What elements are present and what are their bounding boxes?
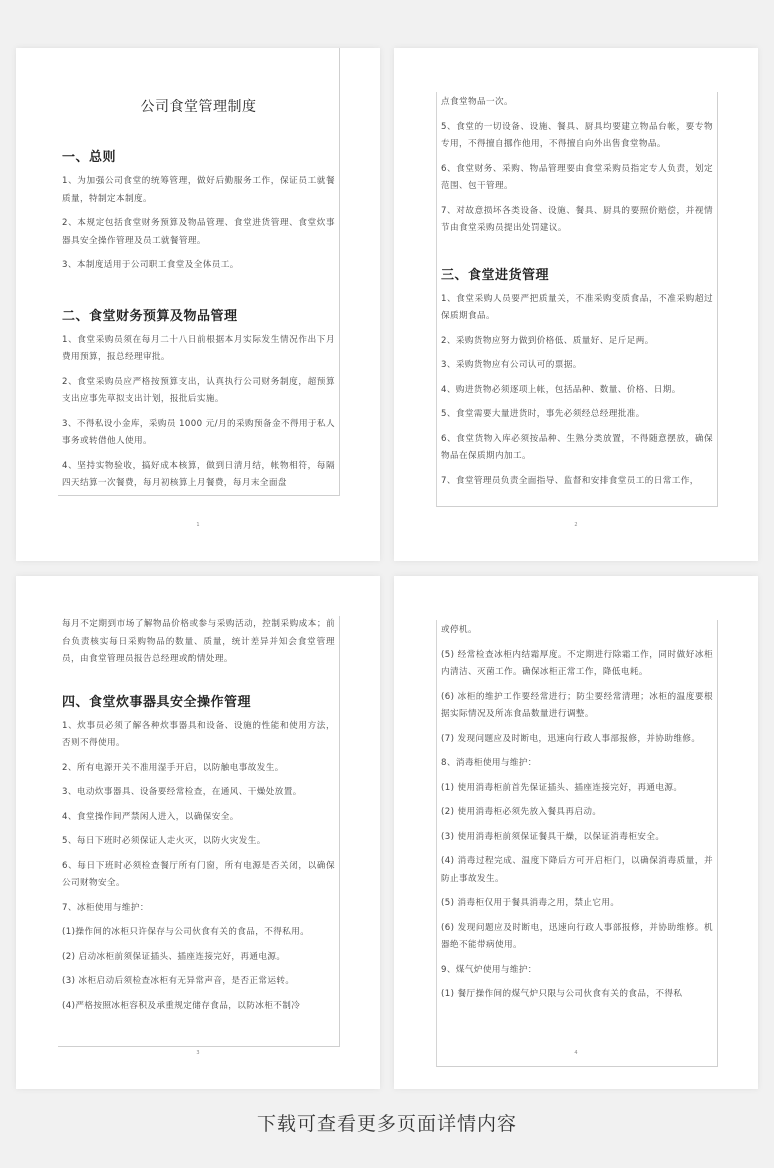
- page-number: 1: [196, 522, 200, 528]
- page-3-content: [58, 616, 340, 1047]
- paragraph: 2、食堂采购员应严格按预算支出，认真执行公司财务制度，超预算支出应事先草拟支出计划，报批后实施。: [62, 376, 335, 404]
- paragraph: 3、电动炊事器具、设备要经常检查，在通风、干燥处放置。: [62, 787, 302, 797]
- download-more-caption: 下载可查看更多页面详情内容: [256, 1113, 517, 1135]
- document-page-2: [394, 48, 758, 561]
- paragraph: (2) 启动冰柜前须保证插头、插座连接完好，再通电源。: [62, 951, 286, 962]
- paragraph: 1、食堂采购人员要严把质量关，不准采购变质食品，不准采购超过保质期食品。: [441, 293, 713, 321]
- paragraph: 8、消毒柜使用与维护：: [441, 758, 537, 768]
- paragraph: (4)严格按照冰柜容积及承重规定储存食品，以防冰柜不制冷: [62, 1000, 301, 1011]
- paragraph: 5、每日下班时必须保证人走火灭，以防火灾发生。: [62, 836, 266, 846]
- paragraph: 每月不定期到市场了解物品价格或参与采购活动，控制采购成本；前台负责核实每日采购物品的数量、质量，统计差异并知会食堂管理员，由食堂管理员报告总经理或酌情处理。: [62, 619, 335, 664]
- document-page-1: [16, 48, 380, 561]
- section-heading-purchasing: 三、食堂进货管理: [441, 267, 550, 283]
- paragraph: 5、食堂需要大量进货时，事先必须经总经理批准。: [441, 409, 645, 419]
- paragraph: 7、冰柜使用与维护：: [62, 902, 149, 913]
- paragraph: 4、购进货物必须逐项上帐，包括品种、数量、价格、日期。: [441, 384, 681, 395]
- paragraph: (5) 经常检查冰柜内结霜厚度。不定期进行除霜工作，同时做好冰柜内清洁、灭菌工作。确保冰柜正常工作，降低电耗。: [441, 649, 713, 677]
- paragraph: 3、本制度适用于公司职工食堂及全体员工。: [62, 260, 239, 270]
- paragraph: 2、采购货物应努力做到价格低、质量好、足斤足两。: [441, 335, 654, 346]
- section-heading-finance: 二、食堂财务预算及物品管理: [62, 308, 238, 324]
- paragraph: (6) 发现问题应及时断电，迅速向行政人事部报修，并协助维修。机器绝不能带病使用。: [441, 922, 713, 950]
- paragraph: (5) 消毒柜仅用于餐具消毒之用，禁止它用。: [441, 898, 620, 908]
- paragraph: (7) 发现问题应及时断电，迅速向行政人事部报修，并协助维修。: [441, 733, 701, 744]
- paragraph: 2、本规定包括食堂财务预算及物品管理、食堂进货管理、食堂炊事器具安全操作管理及员工就餐管理。: [62, 218, 335, 246]
- paragraph: 或停机。: [441, 625, 477, 635]
- section-heading-kitchen-safety: 四、食堂炊事器具安全操作管理: [62, 694, 252, 710]
- paragraph: 1、炊事员必须了解各种炊事器具和设备、设施的性能和使用方法，否则不得使用。: [62, 720, 335, 748]
- paragraph: 5、食堂的一切设备、设施、餐具、厨具均要建立物品台帐，要专物专用，不得擅自挪作他用，不得擅自向外出售食堂物品。: [441, 121, 713, 149]
- page-4-content: [436, 620, 718, 1067]
- paragraph: 2、所有电源开关不准用湿手开启，以防触电事故发生。: [62, 762, 284, 773]
- paragraph: 3、采购货物应有公司认可的票据。: [441, 360, 582, 370]
- page-1-content: [58, 48, 340, 496]
- paragraph: (3) 冰柜启动后须检查冰柜有无异常声音，是否正常运转。: [62, 976, 295, 986]
- page-number: 4: [574, 1050, 578, 1056]
- paragraph: (4) 消毒过程完成、温度下降后方可开启柜门，以确保消毒质量，并防止事故发生。: [441, 856, 713, 884]
- paragraph: 点食堂物品一次。: [441, 97, 513, 107]
- paragraph: 7、食堂管理员负责全面指导、监督和安排食堂员工的日常工作，: [441, 475, 699, 486]
- paragraph: 1、为加强公司食堂的统筹管理，做好后勤服务工作，保证员工就餐质量，特制定本制度。: [62, 176, 335, 204]
- paragraph: (6) 冰柜的维护工作要经常进行；防尘要经常清理；冰柜的温度要根据实际情况及所冻食品数量进行调整。: [441, 691, 713, 719]
- paragraph: 4、坚持实物验收，搞好成本核算，做到日清月结，帐物相符，每隔四天结算一次餐费，每月初核算上月餐费，每月末全面盘: [62, 460, 335, 488]
- paragraph: (1)操作间的冰柜只许保存与公司伙食有关的食品，不得私用。: [62, 927, 310, 937]
- paragraph: 6、食堂货物入库必须按品种、生熟分类放置，不得随意摆放，确保物品在保质期内加工。: [441, 433, 713, 461]
- document-page-4: [394, 576, 758, 1089]
- paragraph: 1、食堂采购员须在每月二十八日前根据本月实际发生情况作出下月费用预算，报总经理审批。: [62, 334, 335, 362]
- paragraph: 9、煤气炉使用与维护：: [441, 964, 537, 975]
- paragraph: (1) 餐厅操作间的煤气炉只限与公司伙食有关的食品，不得私: [441, 989, 683, 999]
- paragraph: (1) 使用消毒柜前首先保证插头、插座连接完好，再通电源。: [441, 782, 683, 793]
- paragraph: (2) 使用消毒柜必须先放入餐具再启动。: [441, 807, 602, 817]
- paragraph: 6、食堂财务、采购、物品管理要由食堂采购员指定专人负责，划定范围、包干管理。: [441, 163, 713, 191]
- document-title: 公司食堂管理制度: [140, 99, 257, 115]
- page-number: 2: [574, 522, 578, 528]
- paragraph: (3) 使用消毒柜前须保证餐具干燥，以保证消毒柜安全。: [441, 831, 665, 842]
- paragraph: 4、食堂操作间严禁闲人进入，以确保安全。: [62, 811, 239, 822]
- document-page-3: [16, 576, 380, 1089]
- paragraph: 3、不得私设小金库，采购员 1000 元/月的采购预备金不得用于私人事务或转借他人使用。: [62, 418, 335, 446]
- paragraph: 7、对故意损坏各类设备、设施、餐具、厨具的要照价赔偿，并视情节由食堂采购员提出处罚建议。: [441, 205, 713, 233]
- page-number: 3: [196, 1050, 200, 1056]
- section-heading-general: 一、总则: [62, 150, 117, 165]
- paragraph: 6、每日下班时必须检查餐厅所有门窗，所有电源是否关闭，以确保公司财物安全。: [62, 860, 335, 888]
- page-2-content: [436, 92, 718, 507]
